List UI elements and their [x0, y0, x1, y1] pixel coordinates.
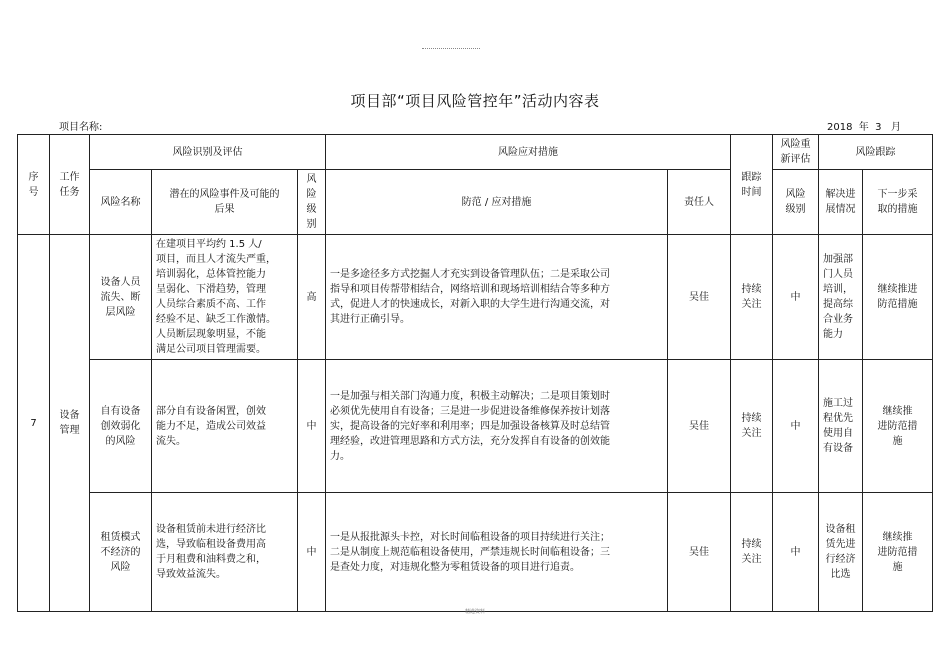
next-steps-cell: 继续推 进防范措 施	[863, 360, 933, 493]
potential-cell: 在建项目平均约 1.5 人/ 项目，而且人才流失严重， 培训弱化，总体管控能力 呈弱化、下滑趋势，管理 人员综合素质不高、工作 经验不足、缺乏工作激情。 人员断层现象明显，不能 满足公司项目管理需要。	[152, 235, 298, 360]
group-seq: 7	[18, 235, 50, 612]
header-risk-identification: 风险识别及评估	[90, 135, 326, 170]
page-footer: 精选资料	[464, 609, 485, 615]
header-row-1	[18, 135, 933, 170]
risk-table	[17, 134, 933, 612]
measures-cell: 一是从报批源头卡控，对长时间临租设备的项目持续进行关注； 二是从制度上规范临租设备使用，严禁违规长时间临租设备；三 是查处力度，对违规化整为零租赁设备的项目进行追责。	[326, 493, 668, 612]
header-risk-name: 风险名称	[90, 170, 152, 235]
project-name-label: 项目名称:	[59, 122, 103, 133]
owner-cell: 吴佳	[668, 360, 731, 493]
group-task: 设备 管理	[50, 235, 90, 612]
resolution-cell: 加强部 门人员 培训， 提高综 合业务 能力	[819, 235, 863, 360]
risk-name-cell: 设备人员 流失、断 层风险	[90, 235, 152, 360]
reeval-level-cell: 中	[773, 493, 819, 612]
resolution-cell: 施工过 程优先 使用自 有设备	[819, 360, 863, 493]
top-dotted-line	[422, 48, 480, 49]
track-time-cell: 持续 关注	[731, 360, 773, 493]
header-risk-level: 风险 级别	[298, 170, 326, 235]
header-owner: 责任人	[668, 170, 731, 235]
risk-level-cell: 高	[298, 235, 326, 360]
header-track-time: 跟踪 时间	[731, 135, 773, 235]
track-time-cell: 持续 关注	[731, 493, 773, 612]
reeval-level-cell: 中	[773, 235, 819, 360]
next-steps-cell: 继续推 进防范措 施	[863, 493, 933, 612]
reeval-level-cell: 中	[773, 360, 819, 493]
owner-cell: 吴佳	[668, 235, 731, 360]
header-potential: 潜在的风险事件及可能的 后果	[152, 170, 298, 235]
table-row	[18, 235, 933, 360]
header-reevaluation: 风险重 新评估	[773, 135, 819, 170]
risk-name-cell: 自有设备 创效弱化 的风险	[90, 360, 152, 493]
risk-level-cell: 中	[298, 360, 326, 493]
measures-cell: 一是加强与相关部门沟通力度，积极主动解决；二是项目策划时 必须优先使用自有设备；三是进一步促进设备维修保养按计划落 实，提高设备的完好率和利用率；四是加强设备核算及时总结管 理经验，改进管理思路和方式方法，充分发挥自有设备的创效能 力。	[326, 360, 668, 493]
header-task: 工作 任务	[50, 135, 90, 235]
header-risk-response: 风险应对措施	[326, 135, 731, 170]
table-row	[18, 360, 933, 493]
table-row	[18, 493, 933, 612]
header-seq: 序 号	[18, 135, 50, 235]
next-steps-cell: 继续推进 防范措施	[863, 235, 933, 360]
header-row-2	[18, 170, 933, 235]
header-next-steps: 下一步采 取的措施	[863, 170, 933, 235]
risk-level-cell: 中	[298, 493, 326, 612]
header-resolution: 解决进 展情况	[819, 170, 863, 235]
potential-cell: 部分自有设备闲置，创效 能力不足，造成公司效益 流失。	[152, 360, 298, 493]
resolution-cell: 设备租 赁先进 行经济 比选	[819, 493, 863, 612]
measures-cell: 一是多途径多方式挖掘人才充实到设备管理队伍；二是采取公司 指导和项目传帮带相结合，网络培训和现场培训相结合等多种方 式，促进人才的快速成长，对新入职的大学生进行沟通交流，对 其进行正确引导。	[326, 235, 668, 360]
potential-cell: 设备租赁前未进行经济比 选，导致临租设备费用高 于月租费和油料费之和， 导致效益流失。	[152, 493, 298, 612]
owner-cell: 吴佳	[668, 493, 731, 612]
risk-name-cell: 租赁模式 不经济的 风险	[90, 493, 152, 612]
header-risk-tracking: 风险跟踪	[819, 135, 933, 170]
page-title: 项目部“项目风险管控年”活动内容表	[350, 92, 600, 110]
date-text: 2018 年 3 月	[827, 122, 902, 133]
track-time-cell: 持续 关注	[731, 235, 773, 360]
header-reeval-level: 风险 级别	[773, 170, 819, 235]
header-measures: 防范 / 应对措施	[326, 170, 668, 235]
